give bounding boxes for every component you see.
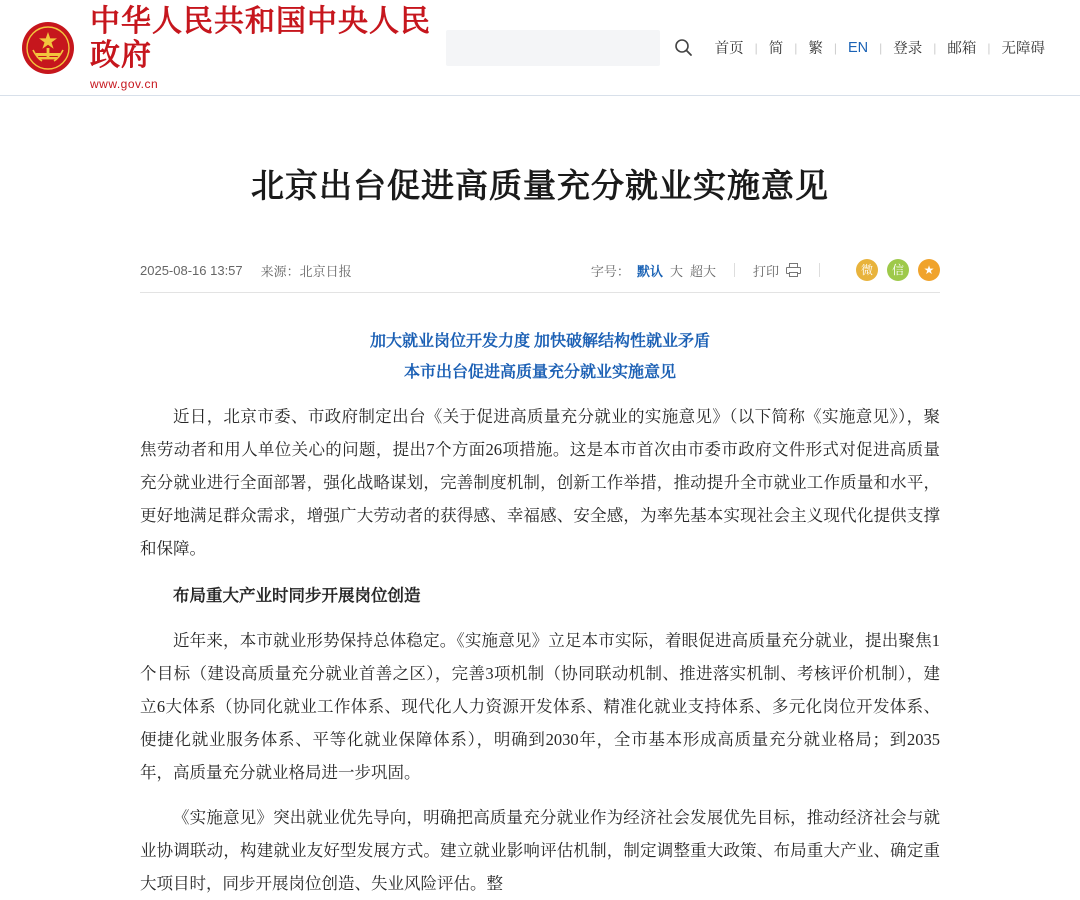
- article-container: [140, 96, 940, 900]
- site-domain: www.gov.cn: [90, 76, 159, 91]
- nav-separator: |: [794, 40, 798, 55]
- nav-separator: |: [879, 40, 883, 55]
- article-body: [140, 293, 940, 900]
- source-value: 北京日报: [299, 263, 352, 279]
- print-button[interactable]: [753, 261, 801, 280]
- nav-separator: |: [833, 40, 837, 55]
- article-meta-bar: [140, 248, 940, 293]
- meta-right: [591, 259, 940, 281]
- font-size-large[interactable]: 大: [669, 263, 683, 279]
- article-paragraph: 近日，北京市委、市政府制定出台《关于促进高质量充分就业的实施意见》（以下简称《实施意见》），聚焦劳动者和用人单位关心的问题，提出7个方面26项措施。这是本市首次由市委市政府文件形式对促进高质量充分就业进行全面部署，强化战略谋划，完善制度机制，创新工作举措，推动提升全市就业工作质量和水平，更好地满足群众需求，增强广大劳动者的获得感、幸福感、安全感，为率先基本实现社会主义现代化提供支撑和保障。: [140, 407, 940, 559]
- source-label: 来源：: [260, 263, 300, 279]
- nav-item-traditional[interactable]: 繁: [808, 41, 823, 57]
- meta-divider: [734, 263, 735, 277]
- article-subhead-line-1: 加大就业岗位开发力度 加快破解结构性就业矛盾: [369, 333, 710, 351]
- nav-separator: |: [754, 40, 758, 55]
- nav-separator: |: [987, 40, 991, 55]
- site-title: 中华人民共和国中央人民政府: [90, 4, 431, 72]
- article-section-heading: 布局重大产业时同步开展岗位创造: [173, 586, 421, 606]
- font-size-xlarge[interactable]: 超大: [689, 263, 716, 279]
- share-favorite-icon[interactable]: ★: [918, 259, 940, 281]
- site-header: [0, 0, 1080, 96]
- header-nav: [704, 37, 1056, 58]
- page-title: 北京出台促进高质量充分就业实施意见: [251, 169, 829, 206]
- nav-item-mail[interactable]: 邮箱: [947, 41, 977, 57]
- font-size-control: [591, 261, 716, 280]
- font-size-label: 字号：: [590, 263, 630, 279]
- publish-date: 2025-08-16 13:57: [140, 262, 243, 278]
- printer-icon[interactable]: [786, 263, 801, 277]
- article-paragraph: 近年来，本市就业形势保持总体稳定。《实施意见》立足本市实际，着眼促进高质量充分就业，提出聚焦1个目标（建设高质量充分就业首善之区），完善3项机制（协同联动机制、推进落实机制、考核评价机制），建立6大体系（协同化就业工作体系、现代化人力资源开发体系、精准化就业支持体系、多元化岗位开发体系、便捷化就业服务体系、平等化就业保障体系），明确到2030年，全市基本形成高质量充分就业格局；到2035年，高质量充分就业格局进一步巩固。: [140, 631, 940, 783]
- font-size-default[interactable]: 默认: [636, 263, 663, 279]
- article-subhead-line-2: 本市出台促进高质量充分就业实施意见: [403, 363, 676, 381]
- search-input[interactable]: [446, 30, 660, 66]
- nav-separator: |: [933, 40, 937, 55]
- source-group: [261, 261, 352, 280]
- share-wechat-icon[interactable]: 信: [887, 259, 909, 281]
- nav-item-english[interactable]: EN: [847, 39, 869, 56]
- share-group: [856, 259, 940, 281]
- print-label: 打印: [752, 263, 779, 279]
- nav-item-accessibility[interactable]: 无障碍: [1001, 41, 1045, 57]
- meta-divider: [819, 263, 820, 277]
- nav-item-home[interactable]: 首页: [714, 41, 744, 57]
- share-weibo-icon[interactable]: 微: [856, 259, 878, 281]
- header-right: [446, 30, 1056, 66]
- nav-item-simplified[interactable]: 简: [768, 41, 784, 57]
- national-emblem-icon: [20, 20, 76, 76]
- nav-item-login[interactable]: 登录: [893, 41, 923, 57]
- meta-left: [140, 261, 352, 280]
- search-icon[interactable]: [674, 38, 694, 58]
- site-brand[interactable]: [20, 5, 446, 91]
- article-paragraph: 《实施意见》突出就业优先导向，明确把高质量充分就业作为经济社会发展优先目标，推动经济社会与就业协调联动，构建就业友好型发展方式。建立就业影响评估机制，制定调整重大政策、布局重大产业、确定重大项目时，同步开展岗位创造、失业风险评估。整: [140, 808, 940, 894]
